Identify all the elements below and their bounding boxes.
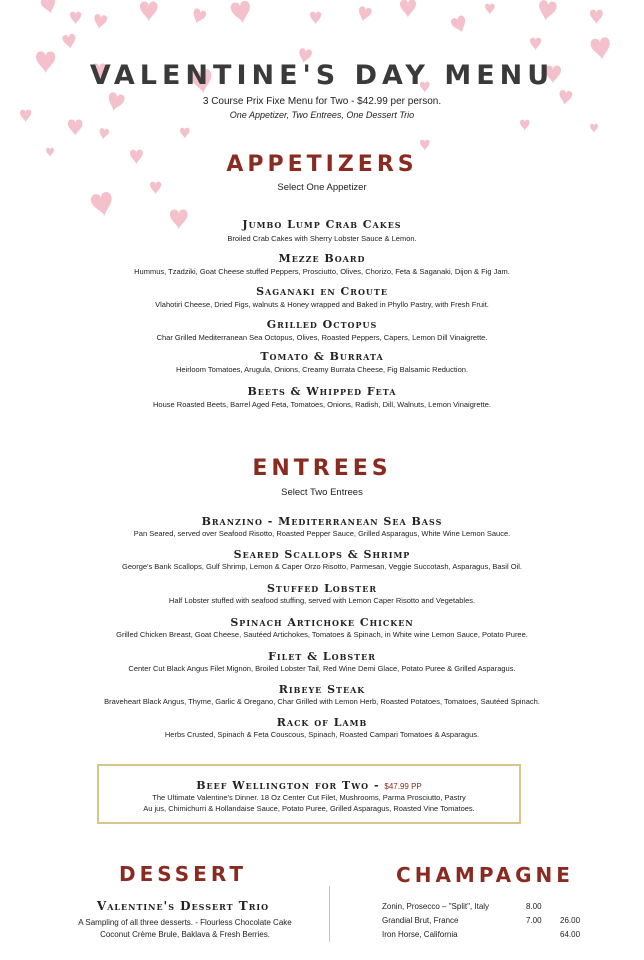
entree-desc: Herbs Crusted, Spinach & Feta Couscous, Spinach, Roasted Campari Tomatoes & Asparagus.	[164, 730, 480, 739]
appetizer-name: Saganaki en Croute	[256, 285, 388, 298]
champagne-row	[382, 930, 602, 942]
champagne-name: Grandial Brut, France	[382, 916, 459, 925]
wellington-price: $47.99 PP	[384, 782, 422, 791]
entree-desc: Braveheart Black Angus, Thyme, Garlic & Oregano, Char Grilled with Lemon Herb, Roasted Potatoes, Tomatoes, Sautéed Spinach.	[104, 697, 540, 706]
wellington-title-line	[99, 776, 519, 794]
appetizer-name: Mezze Board	[278, 252, 366, 265]
entree-name: Seared Scallops & Shrimp	[233, 548, 411, 561]
entree-name: Rack of Lamb	[276, 716, 368, 729]
appetizers-heading: APPETIZERS	[226, 152, 418, 177]
entrees-subheading: Select Two Entrees	[281, 487, 363, 498]
menu-subtitle-italic: One Appetizer, Two Entrees, One Dessert Trio	[229, 110, 415, 120]
menu-subtitle: 3 Course Prix Fixe Menu for Two - $42.99 per person.	[202, 96, 442, 107]
beef-wellington-box	[97, 764, 521, 824]
wellington-name: Beef Wellington for Two -	[196, 779, 385, 792]
appetizer-name: Tomato & Burrata	[260, 350, 384, 363]
champagne-name: Zonin, Prosecco – "Split", Italy	[382, 902, 490, 911]
champagne-heading: CHAMPAGNE	[396, 863, 574, 887]
entree-name: Stuffed Lobster	[266, 582, 378, 595]
champagne-row	[382, 902, 602, 914]
hearts-decoration	[0, 0, 644, 240]
appetizer-name: Grilled Octopus	[266, 318, 378, 331]
entree-desc: Grilled Chicken Breast, Goat Cheese, Sautéed Artichokes, Tomatoes & Spinach, in White wine Lemon Sauce, Potato Puree.	[116, 630, 528, 639]
entree-desc: Center Cut Black Angus Filet Mignon, Broiled Lobster Tail, Red Wine Demi Glace, Potato Puree & Grilled Asparagus.	[128, 664, 516, 673]
dessert-desc-line2: Coconut Crème Brule, Baklava & Fresh Berries.	[100, 930, 270, 939]
entree-name: Filet & Lobster	[268, 650, 376, 663]
entree-name: Branzino - Mediterranean Sea Bass	[201, 515, 443, 528]
entree-name: Ribeye Steak	[278, 683, 366, 696]
column-divider	[329, 886, 330, 942]
entree-name: Spinach Artichoke Chicken	[230, 616, 414, 629]
champagne-glass-price: 7.00	[526, 916, 542, 925]
wellington-desc-line2: Au jus, Chimichurri & Hollandaise Sauce, Potato Puree, Grilled Asparagus, Roasted Vine Tomatoes.	[143, 804, 475, 813]
champagne-row	[382, 916, 602, 928]
entree-desc: Half Lobster stuffed with seafood stuffing, served with Lemon Caper Risotto and Vegetables.	[168, 596, 476, 605]
appetizer-desc: Hummus, Tzadziki, Goat Cheese stuffed Peppers, Prosciutto, Olives, Chorizo, Feta & Saganaki, Dijon & Fig Jam.	[134, 267, 510, 276]
menu-title: VALENTINE'S DAY MENU	[89, 60, 555, 91]
dessert-heading: DESSERT	[119, 862, 247, 886]
appetizer-desc: Char Grilled Mediterranean Sea Octopus, Olives, Roasted Peppers, Capers, Lemon Dill Vinaigrette.	[156, 333, 488, 342]
dessert-name: Valentine's Dessert Trio	[96, 899, 270, 913]
appetizer-name: Jumbo Lump Crab Cakes	[242, 218, 402, 231]
entrees-heading: ENTREES	[252, 456, 392, 481]
appetizer-desc: Vlahotiri Cheese, Dried Figs, walnuts & Honey wrapped and Baked in Phyllo Pastry, with Fresh Fruit.	[155, 300, 489, 309]
champagne-bottle-price: 64.00	[560, 930, 581, 939]
appetizer-name: Beets & Whipped Feta	[247, 385, 397, 398]
champagne-bottle-price: 26.00	[560, 916, 581, 925]
champagne-name: Iron Horse, California	[382, 930, 458, 939]
wellington-desc-line1: The Ultimate Valentine's Dinner. 18 Oz Center Cut Filet, Mushrooms, Parma Prosciutto, Pastry	[152, 793, 466, 802]
dessert-desc-line1: A Sampling of all three desserts. - Flourless Chocolate Cake	[78, 918, 292, 927]
appetizers-subheading: Select One Appetizer	[277, 182, 367, 193]
appetizer-desc: Broiled Crab Cakes with Sherry Lobster Sauce & Lemon.	[227, 234, 417, 243]
appetizer-desc: House Roasted Beets, Barrel Aged Feta, Tomatoes, Onions, Radish, Dill, Walnuts, Lemon Vinaigrette.	[153, 400, 491, 409]
entree-desc: George's Bank Scallops, Gulf Shrimp, Lemon & Caper Orzo Risotto, Parmesan, Veggie Succotash, Asparagus, Basil Oil.	[122, 562, 522, 571]
champagne-glass-price: 8.00	[526, 902, 542, 911]
entree-desc: Pan Seared, served over Seafood Risotto, Roasted Pepper Sauce, Grilled Asparagus, White Wine Lemon Sauce.	[133, 529, 511, 538]
appetizer-desc: Heirloom Tomatoes, Arugula, Onions, Creamy Burrata Cheese, Fig Balsamic Reduction.	[175, 365, 469, 374]
